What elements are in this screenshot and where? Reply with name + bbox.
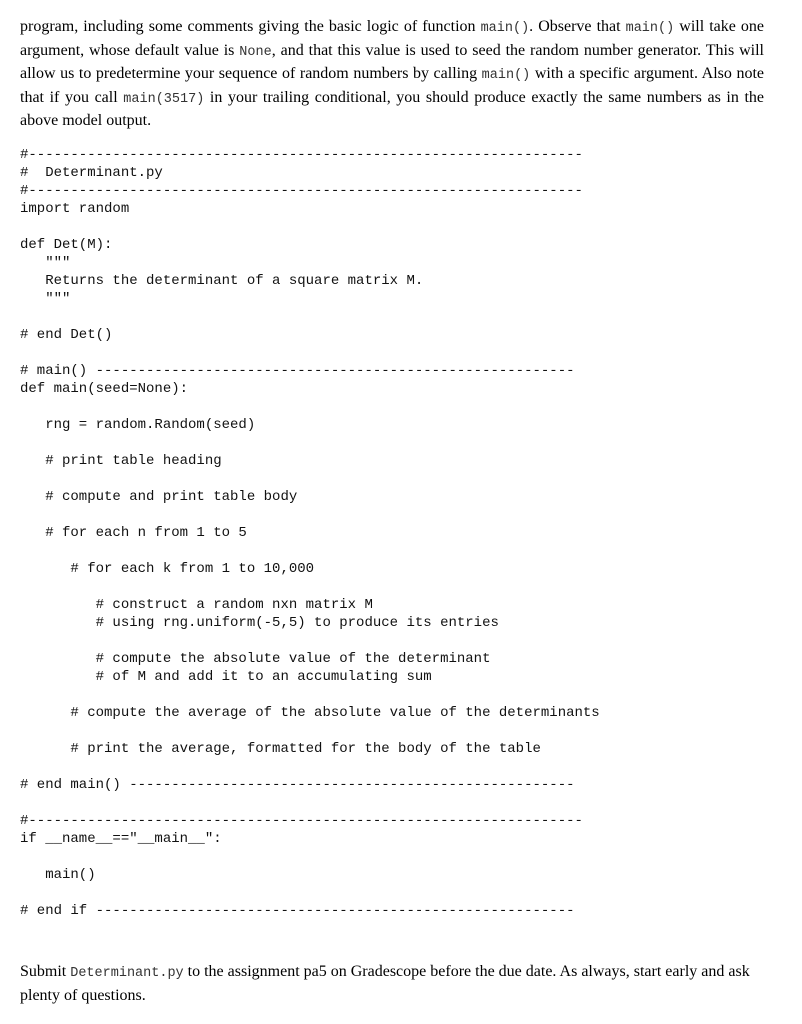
code-line [20,794,600,812]
inline-code-filename: Determinant.py [70,966,184,981]
code-line: #------------------------------------------------------------------ [20,813,583,829]
code-line [20,218,600,236]
code-line [20,632,600,650]
code-line [20,722,600,740]
footer-text-2: to the assignment pa5 on Gradescope before the due date. As always, start early and ask plenty of questions. [20,963,750,1004]
code-line: rng = random.Random(seed) [20,417,256,433]
code-line [20,308,600,326]
code-line: # print table heading [20,453,222,469]
inline-code-main: main() [480,21,530,36]
code-line: Returns the determinant of a square matrix M. [20,273,424,289]
code-line: # construct a random nxn matrix M [20,597,373,613]
code-line: # using rng.uniform(-5,5) to produce its entries [20,615,499,631]
code-line [20,344,600,362]
code-line: #------------------------------------------------------------------ [20,183,583,199]
code-line: # Determinant.py [20,165,163,181]
code-block [20,146,600,920]
intro-text-4: , and that this value is used to seed the random number generator. This will allow us to predetermine your sequence of random numbers by calling [20,41,764,82]
code-line: def main(seed=None): [20,381,189,397]
code-line [20,470,600,488]
code-line: # print the average, formatted for the body of the table [20,741,541,757]
inline-code-main-3517: main(3517) [123,91,205,107]
code-line: """ [20,291,71,307]
code-line [20,506,600,524]
code-line [20,758,600,776]
code-line: # compute the average of the absolute value of the determinants [20,705,600,721]
code-line: # for each k from 1 to 10,000 [20,561,315,577]
code-line: #------------------------------------------------------------------ [20,147,583,163]
intro-paragraph [20,16,764,132]
code-line: main() [20,867,96,883]
code-line: # end if --------------------------------------------------------- [20,903,575,919]
code-line [20,848,600,866]
code-line [20,434,600,452]
code-line: # end Det() [20,327,113,343]
submission-note [20,961,764,1006]
intro-text-1: program, including some comments giving the basic logic of function [20,18,481,35]
footer-text-1: Submit [20,963,71,980]
code-line: # end main() ----------------------------------------------------- [20,777,575,793]
code-line [20,884,600,902]
code-line: def Det(M): [20,237,113,253]
intro-text-6: in your trailing conditional, you should produce exactly the same numbers as in the above model output. [20,88,765,129]
code-line [20,686,600,704]
inline-code-main: main() [481,68,531,83]
code-line: # for each n from 1 to 5 [20,525,247,541]
inline-code-none: None [239,44,272,60]
code-line: """ [20,255,71,271]
code-line: # main() --------------------------------------------------------- [20,363,575,379]
code-line [20,578,600,596]
intro-text-2: . Observe that [529,18,626,35]
code-line: # of M and add it to an accumulating sum [20,669,432,685]
intro-text-3: will take one argument, whose default value is [20,18,764,59]
code-line: # compute and print table body [20,489,298,505]
code-line: # compute the absolute value of the determinant [20,651,491,667]
intro-text-5: with a specific argument. Also note that if you call [20,65,765,106]
inline-code-main: main() [625,21,675,36]
code-line [20,542,600,560]
code-line: import random [20,201,130,217]
code-line [20,398,600,416]
code-line: if __name__=="__main__": [20,831,222,847]
